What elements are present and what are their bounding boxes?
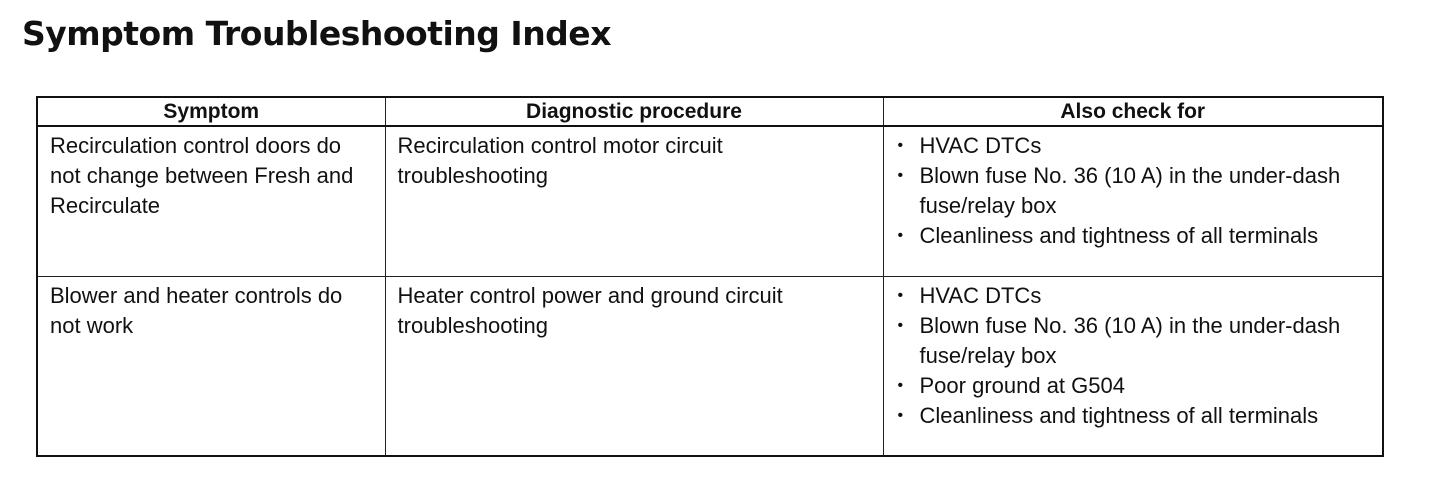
checks-cell — [883, 276, 1383, 456]
check-item — [897, 401, 1373, 431]
table-row — [37, 276, 1383, 456]
bullet-icon: • — [897, 137, 904, 154]
bullet-icon: • — [897, 286, 904, 304]
check-item-text: Blown fuse No. 36 (10 A) in the under-dash fuse/relay box — [919, 312, 1341, 368]
check-item — [897, 311, 1373, 371]
check-item — [897, 281, 1373, 311]
page-title: Symptom Troubleshooting Index — [22, 14, 611, 53]
column-header-diagnostic-procedure: Diagnostic procedure — [385, 97, 883, 126]
column-header-also-check-for: Also check for — [883, 97, 1383, 126]
table-row — [37, 126, 1383, 276]
procedure-cell: Recirculation control motor circuit troubleshooting — [385, 126, 883, 276]
check-list — [896, 131, 1373, 251]
check-item — [897, 161, 1373, 221]
bullet-icon: • — [897, 227, 904, 244]
check-item-text: Cleanliness and tightness of all terminals — [919, 402, 1319, 428]
check-item-text: HVAC DTCs — [919, 133, 1042, 158]
check-item — [897, 131, 1373, 161]
bullet-icon: • — [897, 316, 904, 334]
check-item-text: Blown fuse No. 36 (10 A) in the under-dash fuse/relay box — [919, 163, 1341, 218]
check-item-text: Poor ground at G504 — [919, 372, 1125, 398]
symptom-cell: Recirculation control doors do not change between Fresh and Recirculate — [37, 126, 385, 276]
bullet-icon: • — [897, 376, 904, 394]
bullet-icon: • — [897, 406, 904, 424]
check-item-text: Cleanliness and tightness of all terminals — [919, 223, 1319, 248]
check-list — [896, 281, 1373, 431]
check-item — [897, 221, 1373, 251]
checks-cell — [883, 126, 1383, 276]
check-item — [897, 371, 1373, 401]
check-item-text: HVAC DTCs — [919, 282, 1042, 308]
symptom-cell: Blower and heater controls do not work — [37, 276, 385, 456]
column-header-symptom: Symptom — [37, 97, 385, 126]
bullet-icon: • — [897, 167, 904, 184]
procedure-cell: Heater control power and ground circuit troubleshooting — [385, 276, 883, 456]
symptom-table — [36, 96, 1384, 457]
table-header-row — [37, 97, 1383, 126]
